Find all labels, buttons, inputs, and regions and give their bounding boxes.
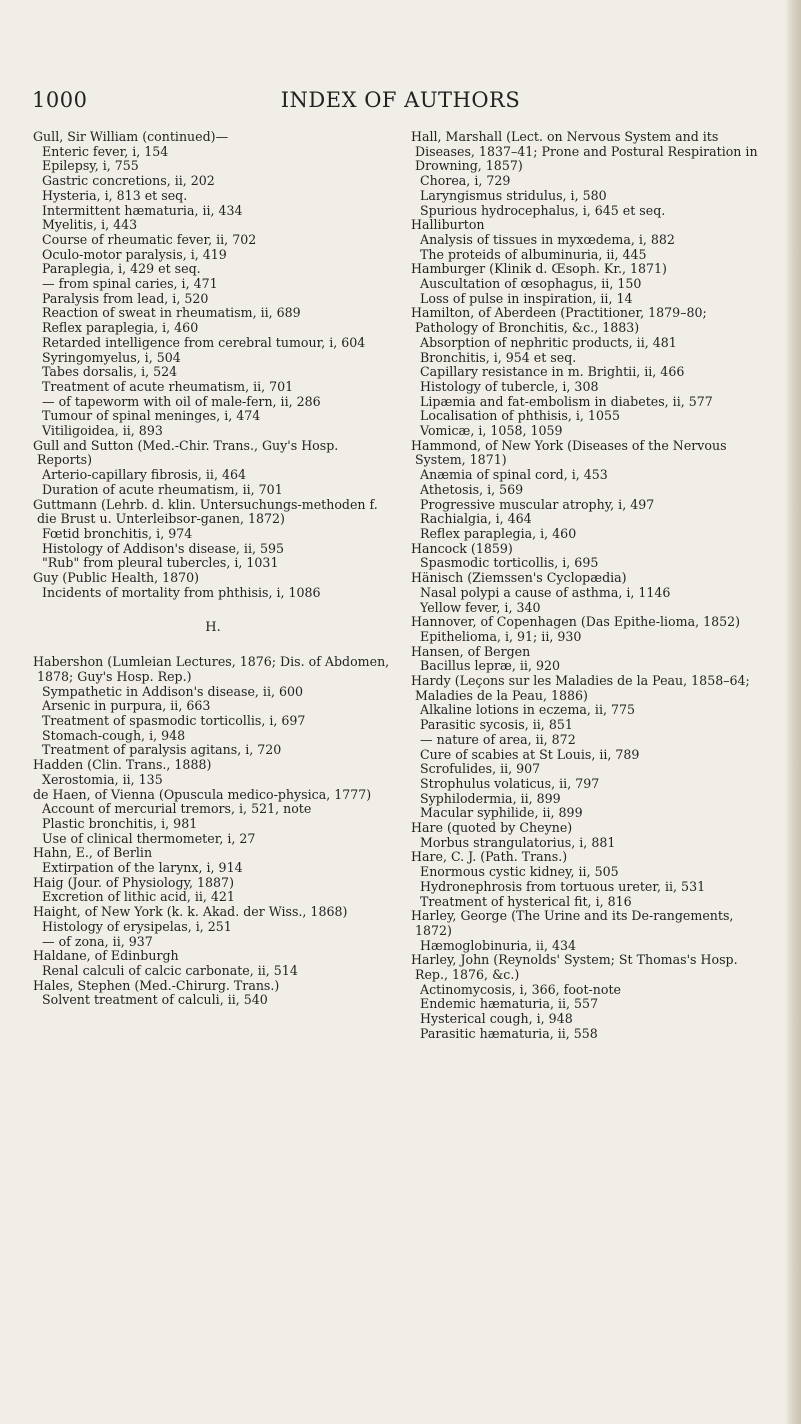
index-subentry: Spasmodic torticollis, i, 695	[420, 555, 599, 571]
index-subentry: Treatment of paralysis agitans, i, 720	[42, 742, 282, 758]
index-subentry: Parasitic sycosis, ii, 851	[420, 717, 573, 733]
index-subentry: Hysterical cough, i, 948	[420, 1011, 573, 1027]
index-subentry: Progressive muscular atrophy, i, 497	[420, 496, 655, 512]
index-subentry: Strophulus volaticus, ii, 797	[420, 775, 600, 791]
index-subentry: Nasal polypi a cause of asthma, i, 1146	[420, 584, 671, 600]
index-subentry: Localisation of phthisis, i, 1055	[420, 408, 620, 424]
index-subentry: Extirpation of the larynx, i, 914	[42, 860, 243, 876]
author-heading: Guy (Public Health, 1870)	[33, 570, 200, 586]
index-subentry: Rachialgia, i, 464	[420, 511, 532, 527]
index-subentry: Syphilodermia, ii, 899	[420, 790, 561, 806]
index-subentry: Paraplegia, i, 429 et seq.	[42, 261, 201, 277]
index-subentry: Chorea, i, 729	[420, 173, 511, 189]
index-subentry: Vomicæ, i, 1058, 1059	[420, 423, 563, 439]
index-subentry: "Rub" from pleural tubercles, i, 1031	[42, 555, 279, 571]
index-subentry: Syringomyelus, i, 504	[42, 349, 181, 365]
author-heading: Gull and Sutton (Med.-Chir. Trans., Guy's Hosp. Reports)	[33, 437, 339, 468]
index-subentry: Enormous cystic kidney, ii, 505	[420, 864, 619, 880]
index-subentry: Excretion of lithic acid, ii, 421	[42, 889, 235, 905]
index-subentry: Athetosis, i, 569	[420, 481, 524, 497]
index-subentry: Histology of erysipelas, i, 251	[42, 918, 232, 934]
author-heading: Haight, of New York (k. k. Akad. der Wiss., 1868)	[33, 904, 348, 920]
index-column-left	[33, 130, 393, 1008]
index-subentry: Cure of scabies at St Louis, ii, 789	[420, 746, 640, 762]
index-subentry: Solvent treatment of calculi, ii, 540	[42, 992, 268, 1008]
index-subentry: Epithelioma, i, 91; ii, 930	[420, 628, 582, 644]
index-subentry: Parasitic hæmaturia, ii, 558	[420, 1025, 598, 1041]
index-subentry: Analysis of tissues in myxœdema, i, 882	[420, 231, 675, 247]
index-subentry: Laryngismus stridulus, i, 580	[420, 187, 607, 203]
author-heading: Hammond, of New York (Diseases of the Nervous System, 1871)	[411, 437, 727, 468]
index-subentry: — of zona, ii, 937	[42, 933, 153, 949]
index-subentry: Duration of acute rheumatism, ii, 701	[42, 481, 283, 497]
index-subentry: Tabes dorsalis, i, 524	[42, 364, 178, 380]
author-heading: Hardy (Leçons sur les Maladies de la Peau, 1858–64; Maladies de la Peau, 1886)	[411, 673, 750, 703]
index-subentry: Oculo-motor paralysis, i, 419	[42, 246, 227, 262]
index-subentry: Bacillus lepræ, ii, 920	[420, 658, 560, 674]
index-subentry: Reflex paraplegia, i, 460	[42, 320, 199, 336]
index-subentry: Account of mercurial tremors, i, 521, note	[42, 801, 312, 817]
index-subentry: Capillary resistance in m. Brightii, ii, 466	[420, 364, 685, 380]
author-heading: Hare, C. J. (Path. Trans.)	[411, 849, 568, 865]
author-heading: Hadden (Clin. Trans., 1888)	[33, 757, 212, 773]
index-subentry: Epilepsy, i, 755	[42, 158, 139, 174]
section-letter: H.	[205, 619, 221, 635]
index-subentry: Incidents of mortality from phthisis, i, 1086	[42, 584, 321, 600]
index-subentry: Use of clinical thermometer, i, 27	[42, 830, 256, 846]
index-subentry: Alkaline lotions in eczema, ii, 775	[420, 702, 636, 718]
index-subentry: Hysteria, i, 813 et seq.	[42, 187, 188, 203]
index-subentry: Treatment of hysterical fit, i, 816	[420, 893, 632, 909]
index-subentry: Hydronephrosis from tortuous ureter, ii, 531	[420, 878, 706, 894]
author-heading: Hänisch (Ziemssen's Cyclopædia)	[411, 570, 627, 586]
index-subentry: Histology of Addison's disease, ii, 595	[42, 540, 285, 556]
index-subentry: Anæmia of spinal cord, i, 453	[420, 467, 608, 483]
author-heading: Hancock (1859)	[411, 540, 513, 556]
index-subentry: Vitiligoidea, ii, 893	[42, 423, 163, 439]
index-subentry: Arsenic in purpura, ii, 663	[42, 698, 211, 714]
author-heading: Hales, Stephen (Med.-Chirurg. Trans.)	[33, 977, 280, 993]
author-heading: de Haen, of Vienna (Opuscula medico-physica, 1777)	[33, 786, 372, 802]
index-subentry: Macular syphilide, ii, 899	[420, 805, 583, 821]
index-subentry: Enteric fever, i, 154	[42, 143, 169, 159]
index-subentry: Xerostomia, ii, 135	[42, 771, 163, 787]
index-subentry: Paralysis from lead, i, 520	[42, 290, 209, 306]
index-subentry: Tumour of spinal meninges, i, 474	[42, 408, 261, 424]
author-heading: Halliburton	[411, 217, 485, 233]
index-subentry: Lipæmia and fat-embolism in diabetes, ii, 577	[420, 393, 713, 409]
index-subentry: Retarded intelligence from cerebral tumour, i, 604	[42, 334, 366, 350]
author-heading: Habershon (Lumleian Lectures, 1876; Dis. of Abdomen, 1878; Guy's Hosp. Rep.)	[33, 654, 390, 684]
index-subentry: — nature of area, ii, 872	[420, 731, 576, 747]
author-heading: Hamburger (Klinik d. Œsoph. Kr., 1871)	[411, 261, 667, 277]
index-subentry: Morbus strangulatorius, i, 881	[420, 834, 616, 850]
index-column-right	[411, 130, 771, 1042]
author-heading: Haldane, of Edinburgh	[33, 948, 179, 964]
author-heading: Gull, Sir William (continued)—	[33, 129, 229, 144]
index-subentry: Course of rheumatic fever, ii, 702	[42, 231, 257, 247]
index-subentry: Auscultation of œsophagus, ii, 150	[420, 276, 642, 292]
running-header	[32, 88, 769, 114]
page-number: 1000	[32, 88, 88, 112]
index-subentry: Hæmoglobinuria, ii, 434	[420, 937, 576, 953]
author-heading: Hare (quoted by Cheyne)	[411, 820, 573, 836]
index-subentry: Treatment of spasmodic torticollis, i, 697	[42, 713, 306, 729]
index-subentry: Endemic hæmaturia, ii, 557	[420, 996, 599, 1012]
page-edge-shadow	[785, 0, 801, 1424]
author-heading: Harley, George (The Urine and its De-rangements, 1872)	[411, 908, 734, 938]
index-subentry: Actinomycosis, i, 366, foot-note	[420, 981, 622, 997]
index-subentry: The proteids of albuminuria, ii, 445	[420, 246, 647, 262]
index-subentry: Arterio-capillary fibrosis, ii, 464	[42, 467, 246, 483]
index-subentry: Fœtid bronchitis, i, 974	[42, 525, 193, 541]
index-subentry: Histology of tubercle, i, 308	[420, 378, 599, 394]
index-subentry: Spurious hydrocephalus, i, 645 et seq.	[420, 202, 666, 218]
index-subentry: Loss of pulse in inspiration, ii, 14	[420, 290, 633, 306]
author-heading: Hansen, of Bergen	[411, 643, 531, 659]
index-subentry: Scrofulides, ii, 907	[420, 761, 541, 777]
author-heading: Guttmann (Lehrb. d. klin. Untersuchungs-methoden f. die Brust u. Unterleibsor-ganen, 1872)	[33, 496, 378, 527]
index-subentry: — of tapeworm with oil of male-fern, ii, 286	[42, 393, 321, 409]
author-heading: Hahn, E., of Berlin	[33, 845, 153, 861]
index-subentry: Reaction of sweat in rheumatism, ii, 689	[42, 305, 301, 321]
index-subentry: Yellow fever, i, 340	[420, 599, 541, 615]
index-subentry: Absorption of nephritic products, ii, 481	[420, 334, 677, 350]
index-subentry: Bronchitis, i, 954 et seq.	[420, 349, 577, 365]
index-subentry: Myelitis, i, 443	[42, 217, 138, 233]
index-subentry: Gastric concretions, ii, 202	[42, 173, 215, 189]
running-title: INDEX OF AUTHORS	[280, 88, 521, 112]
index-subentry: Plastic bronchitis, i, 981	[42, 815, 198, 831]
index-subentry: Stomach-cough, i, 948	[42, 727, 186, 743]
index-subentry: Intermittent hæmaturia, ii, 434	[42, 202, 243, 218]
index-subentry: Reflex paraplegia, i, 460	[420, 525, 577, 541]
author-heading: Hamilton, of Aberdeen (Practitioner, 1879–80; Pathology of Bronchitis, &c., 1883)	[411, 305, 707, 336]
index-subentry: — from spinal caries, i, 471	[42, 276, 218, 292]
author-heading: Hannover, of Copenhagen (Das Epithe-lioma, 1852)	[411, 614, 741, 630]
index-subentry: Renal calculi of calcic carbonate, ii, 514	[42, 962, 298, 978]
author-heading: Hall, Marshall (Lect. on Nervous System and its Diseases, 1837–41; Prone and Postural Respiration in Drowning, 1857)	[411, 129, 758, 174]
index-subentry: Treatment of acute rheumatism, ii, 701	[42, 378, 294, 394]
author-heading: Harley, John (Reynolds' System; St Thomas's Hosp. Rep., 1876, &c.)	[411, 952, 738, 983]
index-subentry: Sympathetic in Addison's disease, ii, 600	[42, 683, 304, 699]
author-heading: Haig (Jour. of Physiology, 1887)	[33, 874, 234, 890]
